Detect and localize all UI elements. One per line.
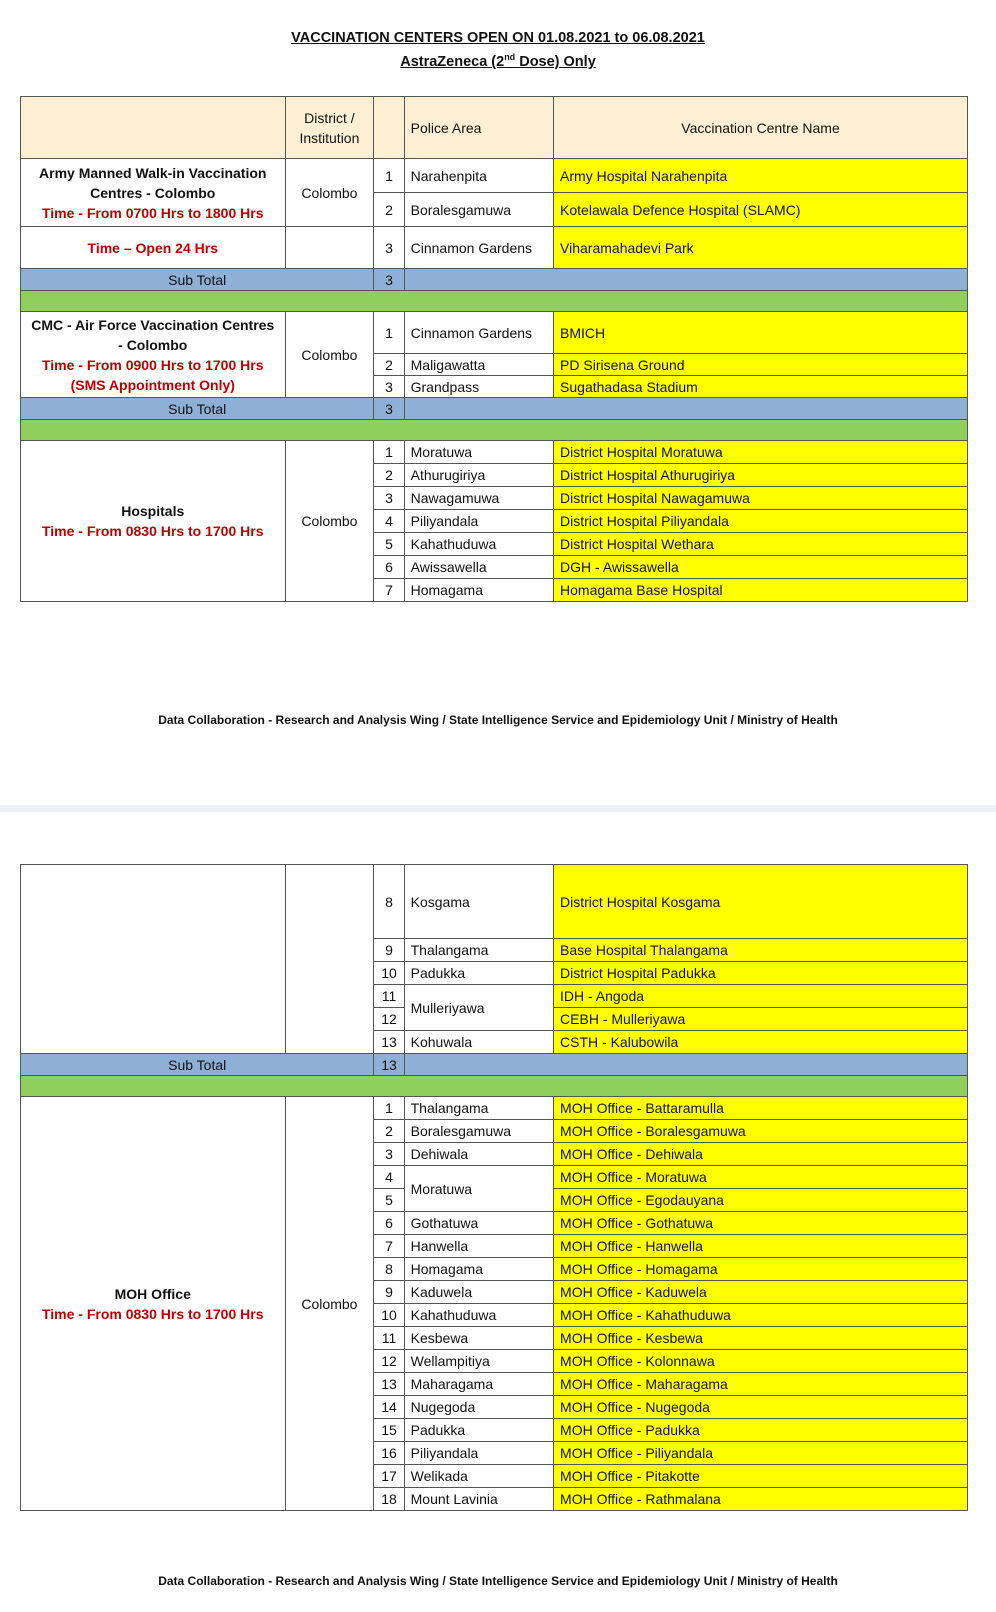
army-district: Colombo — [285, 159, 374, 227]
police-area: Hanwella — [404, 1235, 553, 1258]
empty-cell — [404, 1054, 967, 1076]
subtotal-value: 3 — [374, 398, 404, 420]
empty-cell — [404, 398, 967, 420]
row-number: 1 — [374, 159, 404, 193]
army-time: Time - From 0700 Hrs to 1800 Hrs — [41, 204, 264, 221]
centre-name: MOH Office - Homagama — [554, 1258, 968, 1281]
police-area: Athurugiriya — [404, 464, 553, 487]
separator-row — [21, 1076, 968, 1097]
police-area: Wellampitiya — [404, 1350, 553, 1373]
header-category — [21, 97, 286, 159]
moh-category — [21, 1097, 286, 1511]
document-page-2 — [0, 812, 996, 1612]
row-number: 3 — [374, 376, 404, 398]
row-number: 1 — [374, 1097, 404, 1120]
police-area: Maharagama — [404, 1373, 553, 1396]
empty-cell — [285, 227, 374, 269]
police-area: Homagama — [404, 579, 553, 602]
police-area: Moratuwa — [404, 1166, 553, 1212]
hospitals-name: Hospitals — [121, 503, 185, 519]
centre-name: District Hospital Moratuwa — [554, 441, 968, 464]
moh-name: MOH Office — [114, 1285, 191, 1302]
document-subtitle: AstraZeneca (2nd Dose) Only — [400, 52, 596, 70]
row-number: 12 — [374, 1350, 404, 1373]
row-number: 17 — [374, 1465, 404, 1488]
cmc-category — [21, 312, 286, 398]
centre-name: District Hospital Padukka — [554, 962, 968, 985]
row-number: 11 — [374, 985, 404, 1008]
centre-name: Army Hospital Narahenpita — [554, 159, 968, 193]
row-number: 6 — [374, 1212, 404, 1235]
police-area: Kaduwela — [404, 1281, 553, 1304]
header-police-area: Police Area — [404, 97, 553, 159]
moh-district: Colombo — [285, 1097, 374, 1511]
row-number: 5 — [374, 1189, 404, 1212]
row-number: 1 — [374, 441, 404, 464]
row-number: 9 — [374, 939, 404, 962]
subtotal-label: Sub Total — [21, 269, 374, 291]
row-number: 9 — [374, 1281, 404, 1304]
row-number: 4 — [374, 1166, 404, 1189]
centre-name: CSTH - Kalubowila — [554, 1031, 968, 1054]
cmc-name: CMC - Air Force Vaccination Centres - Colombo — [31, 316, 275, 353]
centre-name: Base Hospital Thalangama — [554, 939, 968, 962]
centre-name: BMICH — [554, 312, 968, 354]
table-header-row — [21, 97, 968, 159]
centre-name: MOH Office - Piliyandala — [554, 1442, 968, 1465]
police-area: Narahenpita — [404, 159, 553, 193]
row-number: 11 — [374, 1327, 404, 1350]
separator-cell — [21, 1076, 968, 1097]
centre-name: Sugathadasa Stadium — [554, 376, 968, 398]
row-number: 2 — [374, 1120, 404, 1143]
centre-name: MOH Office - Nugegoda — [554, 1396, 968, 1419]
row-number: 16 — [374, 1442, 404, 1465]
subtotal-label: Sub Total — [21, 398, 374, 420]
row-number: 8 — [374, 865, 404, 939]
centre-name: Homagama Base Hospital — [554, 579, 968, 602]
row-number: 2 — [374, 193, 404, 227]
police-area: Thalangama — [404, 939, 553, 962]
vaccination-table-page-2 — [20, 864, 968, 1511]
subtotal-label: Sub Total — [21, 1054, 374, 1076]
subtotal-value: 3 — [374, 269, 404, 291]
centre-name: PD Sirisena Ground — [554, 354, 968, 376]
police-area: Dehiwala — [404, 1143, 553, 1166]
header-number — [374, 97, 404, 159]
cmc-note: (SMS Appointment Only) — [70, 376, 235, 393]
row-number: 8 — [374, 1258, 404, 1281]
centre-name: MOH Office - Battaramulla — [554, 1097, 968, 1120]
police-area: Piliyandala — [404, 1442, 553, 1465]
centre-name: MOH Office - Maharagama — [554, 1373, 968, 1396]
row-number: 18 — [374, 1488, 404, 1511]
police-area: Cinnamon Gardens — [404, 227, 553, 269]
cmc-time: Time - From 0900 Hrs to 1700 Hrs — [41, 356, 264, 373]
police-area: Kosgama — [404, 865, 553, 939]
police-area: Cinnamon Gardens — [404, 312, 553, 354]
centre-name: MOH Office - Moratuwa — [554, 1166, 968, 1189]
centre-name: MOH Office - Kesbewa — [554, 1327, 968, 1350]
separator-row — [21, 420, 968, 441]
table-row — [21, 312, 968, 354]
police-area: Grandpass — [404, 376, 553, 398]
centre-name: MOH Office - Kaduwela — [554, 1281, 968, 1304]
hospitals-category — [21, 441, 286, 602]
moh-time: Time - From 0830 Hrs to 1700 Hrs — [41, 1305, 264, 1322]
centre-name: CEBH - Mulleriyawa — [554, 1008, 968, 1031]
police-area: Padukka — [404, 962, 553, 985]
police-area: Piliyandala — [404, 510, 553, 533]
separator-cell — [21, 291, 968, 312]
police-area: Thalangama — [404, 1097, 553, 1120]
police-area: Moratuwa — [404, 441, 553, 464]
row-number: 5 — [374, 533, 404, 556]
document-page-1 — [0, 0, 996, 805]
police-area: Homagama — [404, 1258, 553, 1281]
row-number: 4 — [374, 510, 404, 533]
subtotal-row — [21, 398, 968, 420]
centre-name: District Hospital Kosgama — [554, 865, 968, 939]
police-area: Mount Lavinia — [404, 1488, 553, 1511]
header-centre-name: Vaccination Centre Name — [554, 97, 968, 159]
row-number: 1 — [374, 312, 404, 354]
police-area: Kahathuduwa — [404, 1304, 553, 1327]
table-row — [21, 227, 968, 269]
vaccination-table-page-1 — [20, 96, 968, 602]
row-number: 10 — [374, 1304, 404, 1327]
police-area: Gothatuwa — [404, 1212, 553, 1235]
row-number: 13 — [374, 1373, 404, 1396]
row-number: 13 — [374, 1031, 404, 1054]
subtotal-value: 13 — [374, 1054, 404, 1076]
centre-name: MOH Office - Rathmalana — [554, 1488, 968, 1511]
row-number: 2 — [374, 464, 404, 487]
centre-name: DGH - Awissawella — [554, 556, 968, 579]
hospitals-time: Time - From 0830 Hrs to 1700 Hrs — [41, 523, 264, 539]
centre-name: District Hospital Wethara — [554, 533, 968, 556]
row-number: 12 — [374, 1008, 404, 1031]
footer-credit: Data Collaboration - Research and Analysis Wing / State Intelligence Service and Epidemiology Unit / Ministry of Health — [158, 1574, 838, 1588]
police-area: Mulleriyawa — [404, 985, 553, 1031]
centre-name: MOH Office - Egodauyana — [554, 1189, 968, 1212]
row-number: 3 — [374, 1143, 404, 1166]
empty-cell — [285, 865, 374, 1054]
table-row — [21, 441, 968, 464]
police-area: Kohuwala — [404, 1031, 553, 1054]
row-number: 3 — [374, 487, 404, 510]
row-number: 15 — [374, 1419, 404, 1442]
table-row — [21, 865, 968, 939]
centre-name: District Hospital Athurugiriya — [554, 464, 968, 487]
centre-name: MOH Office - Gothatuwa — [554, 1212, 968, 1235]
centre-name: MOH Office - Boralesgamuwa — [554, 1120, 968, 1143]
document-title: VACCINATION CENTERS OPEN ON 01.08.2021 to 06.08.2021 — [291, 30, 705, 46]
police-area: Nugegoda — [404, 1396, 553, 1419]
footer-credit: Data Collaboration - Research and Analysis Wing / State Intelligence Service and Epidemiology Unit / Ministry of Health — [158, 713, 838, 727]
police-area: Kesbewa — [404, 1327, 553, 1350]
police-area: Boralesgamuwa — [404, 193, 553, 227]
empty-cell — [404, 269, 967, 291]
subtotal-row — [21, 269, 968, 291]
empty-cell — [21, 865, 286, 1054]
centre-name: MOH Office - Pitakotte — [554, 1465, 968, 1488]
centre-name: IDH - Angoda — [554, 985, 968, 1008]
centre-name: MOH Office - Padukka — [554, 1419, 968, 1442]
police-area: Awissawella — [404, 556, 553, 579]
cmc-district: Colombo — [285, 312, 374, 398]
police-area: Welikada — [404, 1465, 553, 1488]
police-area: Nawagamuwa — [404, 487, 553, 510]
separator-row — [21, 291, 968, 312]
centre-name: MOH Office - Dehiwala — [554, 1143, 968, 1166]
police-area: Boralesgamuwa — [404, 1120, 553, 1143]
centre-name: MOH Office - Kolonnawa — [554, 1350, 968, 1373]
centre-name: District Hospital Piliyandala — [554, 510, 968, 533]
police-area: Kahathuduwa — [404, 533, 553, 556]
army-time-24: Time – Open 24 Hrs — [21, 227, 286, 269]
row-number: 14 — [374, 1396, 404, 1419]
row-number: 2 — [374, 354, 404, 376]
centre-name: Viharamahadevi Park — [554, 227, 968, 269]
table-row — [21, 1097, 968, 1120]
row-number: 6 — [374, 556, 404, 579]
row-number: 7 — [374, 579, 404, 602]
header-district: District / Institution — [285, 97, 374, 159]
table-row — [21, 159, 968, 193]
centre-name: District Hospital Nawagamuwa — [554, 487, 968, 510]
centre-name: MOH Office - Hanwella — [554, 1235, 968, 1258]
army-category — [21, 159, 286, 227]
row-number: 10 — [374, 962, 404, 985]
row-number: 3 — [374, 227, 404, 269]
police-area: Padukka — [404, 1419, 553, 1442]
separator-cell — [21, 420, 968, 441]
police-area: Maligawatta — [404, 354, 553, 376]
army-name: Army Manned Walk-in Vaccination Centres - Colombo — [39, 164, 267, 201]
subtotal-row — [21, 1054, 968, 1076]
centre-name: Kotelawala Defence Hospital (SLAMC) — [554, 193, 968, 227]
row-number: 7 — [374, 1235, 404, 1258]
centre-name: MOH Office - Kahathuduwa — [554, 1304, 968, 1327]
hospitals-district: Colombo — [285, 441, 374, 602]
